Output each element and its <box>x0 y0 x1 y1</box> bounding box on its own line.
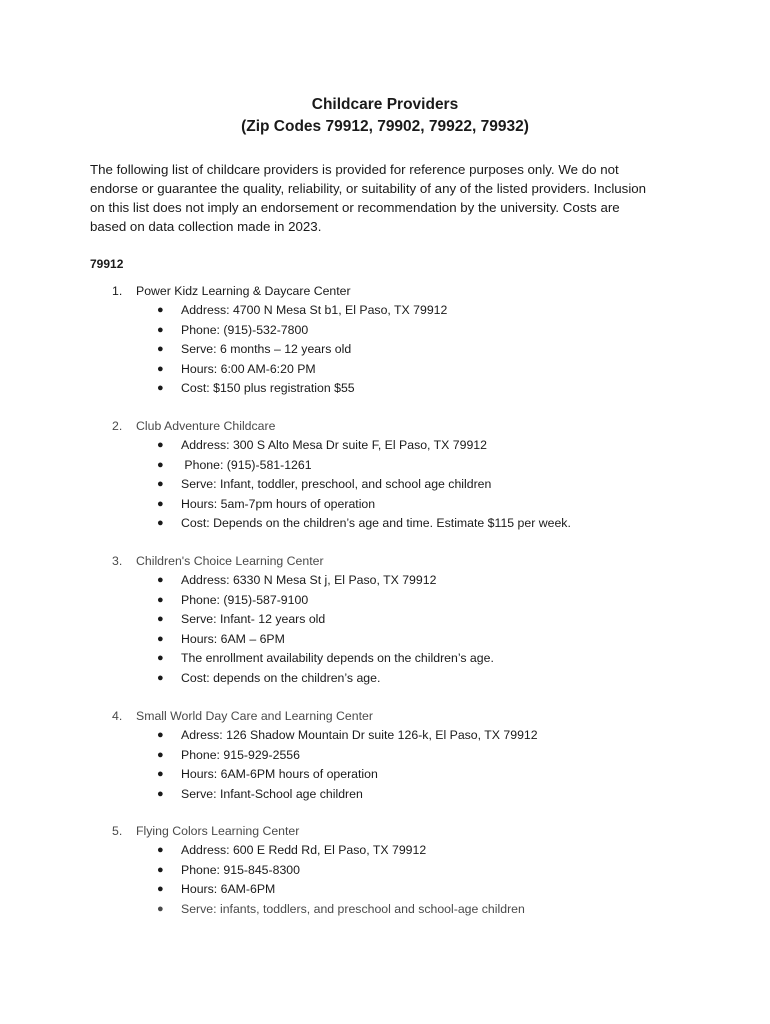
detail-text: Serve: Infant, toddler, preschool, and school age children <box>181 477 492 491</box>
detail-text: Phone: (915)-587-9100 <box>181 592 309 607</box>
detail-text: Serve: Infant-School age children <box>181 786 363 801</box>
provider-number: 2. <box>112 419 123 433</box>
bullet-icon: ● <box>157 478 164 490</box>
detail-item <box>112 649 712 669</box>
provider-name-text: Small World Day Care and Learning Center <box>136 709 373 723</box>
detail-text: Phone: (915)-532-7800 <box>181 322 309 337</box>
provider-item <box>112 707 712 804</box>
intro-line: The following list of childcare providers is provided for reference purposes only. We do not <box>90 162 619 177</box>
detail-item <box>112 379 712 399</box>
bullet-icon: ● <box>157 497 164 510</box>
detail-item <box>112 765 712 785</box>
detail-item <box>112 880 712 900</box>
detail-text: Phone: 915-929-2556 <box>181 747 300 762</box>
detail-item <box>112 436 712 456</box>
detail-text: Phone: (915)-581-1261 <box>181 457 312 472</box>
detail-text: Hours: 6AM – 6PM <box>181 631 285 646</box>
detail-text: Address: 300 S Alto Mesa Dr suite F, El Paso, TX 79912 <box>181 438 487 452</box>
bullet-icon: ● <box>157 517 164 529</box>
detail-item <box>112 340 712 360</box>
provider-name <box>112 707 712 726</box>
provider-name <box>112 282 712 301</box>
bullet-icon: ● <box>157 652 164 664</box>
detail-item <box>112 591 712 611</box>
bullet-icon: ● <box>157 729 164 741</box>
detail-text: Address: 6330 N Mesa St j, El Paso, TX 79912 <box>181 573 437 587</box>
detail-item <box>112 456 712 476</box>
provider-item <box>112 822 712 919</box>
detail-text: Hours: 6AM-6PM <box>181 882 276 896</box>
provider-name <box>112 417 712 436</box>
zip-heading: 79912 <box>90 257 124 271</box>
bullet-icon: ● <box>157 768 164 780</box>
detail-text: Serve: Infant- 12 years old <box>181 612 326 626</box>
detail-text: Serve: 6 months – 12 years old <box>181 342 352 356</box>
bullet-icon: ● <box>157 574 164 586</box>
detail-item <box>112 610 712 630</box>
detail-text: Cost: $150 plus registration $55 <box>181 381 355 395</box>
detail-text: Address: 4700 N Mesa St b1, El Paso, TX 79912 <box>181 303 448 317</box>
provider-name-text: Club Adventure Childcare <box>136 419 276 433</box>
document-title: Childcare Providers <box>311 96 459 113</box>
detail-text: Phone: 915-845-8300 <box>181 862 300 877</box>
detail-item <box>112 746 712 766</box>
bullet-icon: ● <box>157 844 164 856</box>
detail-item <box>112 360 712 380</box>
bullet-icon: ● <box>157 593 164 606</box>
provider-name-text: Power Kidz Learning & Daycare Center <box>136 284 351 298</box>
detail-item <box>112 785 712 805</box>
detail-item <box>112 726 712 746</box>
intro-paragraph <box>90 160 690 236</box>
provider-number: 4. <box>112 709 123 723</box>
provider-name-text: Flying Colors Learning Center <box>136 824 300 838</box>
detail-text: Serve: infants, toddlers, and preschool and school-age children <box>181 901 525 916</box>
bullet-icon: ● <box>157 323 164 336</box>
provider-name <box>112 822 712 841</box>
bullet-icon: ● <box>157 343 164 355</box>
provider-number: 1. <box>112 284 123 298</box>
detail-item <box>112 301 712 321</box>
detail-item <box>112 900 712 920</box>
bullet-icon: ● <box>157 902 164 915</box>
detail-item <box>112 841 712 861</box>
provider-details <box>112 436 712 534</box>
bullet-icon: ● <box>157 632 164 645</box>
provider-item <box>112 417 712 534</box>
provider-number: 5. <box>112 824 123 838</box>
bullet-icon: ● <box>157 787 164 800</box>
bullet-icon: ● <box>157 458 164 471</box>
detail-text: Cost: depends on the children’s age. <box>181 670 381 685</box>
intro-line: based on data collection made in 2023. <box>90 219 322 234</box>
detail-item <box>112 514 712 534</box>
detail-text: Hours: 5am-7pm hours of operation <box>181 496 376 511</box>
provider-details <box>112 301 712 399</box>
detail-item <box>112 861 712 881</box>
bullet-icon: ● <box>157 883 164 895</box>
detail-text: Address: 600 E Redd Rd, El Paso, TX 79912 <box>181 843 427 857</box>
provider-details <box>112 571 712 688</box>
bullet-icon: ● <box>157 671 164 684</box>
bullet-icon: ● <box>157 439 164 451</box>
detail-item <box>112 475 712 495</box>
bullet-icon: ● <box>157 362 164 375</box>
detail-text: Hours: 6AM-6PM hours of operation <box>181 767 378 781</box>
provider-item <box>112 552 712 688</box>
detail-text: Cost: Depends on the children’s age and time. Estimate $115 per week. <box>181 516 571 530</box>
detail-item <box>112 495 712 515</box>
detail-text: The enrollment availability depends on the children’s age. <box>181 651 494 665</box>
provider-details <box>112 726 712 804</box>
bullet-icon: ● <box>157 304 164 316</box>
bullet-icon: ● <box>157 748 164 761</box>
detail-item <box>112 321 712 341</box>
bullet-icon: ● <box>157 613 164 625</box>
provider-name <box>112 552 712 571</box>
detail-item <box>112 669 712 689</box>
provider-details <box>112 841 712 919</box>
detail-text: Hours: 6:00 AM-6:20 PM <box>181 361 316 376</box>
provider-name-text: Children's Choice Learning Center <box>136 554 324 568</box>
intro-line: on this list does not imply an endorsement or recommendation by the university. Costs are <box>90 200 620 215</box>
bullet-icon: ● <box>157 863 164 876</box>
detail-item <box>112 571 712 591</box>
detail-item <box>112 630 712 650</box>
bullet-icon: ● <box>157 382 164 394</box>
provider-number: 3. <box>112 554 123 568</box>
provider-item <box>112 282 712 399</box>
detail-text: Adress: 126 Shadow Mountain Dr suite 126-k, El Paso, TX 79912 <box>181 728 538 742</box>
intro-line: endorse or guarantee the quality, reliability, or suitability of any of the listed providers. Inclusion <box>90 181 647 196</box>
document-subtitle: (Zip Codes 79912, 79902, 79922, 79932) <box>241 118 529 135</box>
